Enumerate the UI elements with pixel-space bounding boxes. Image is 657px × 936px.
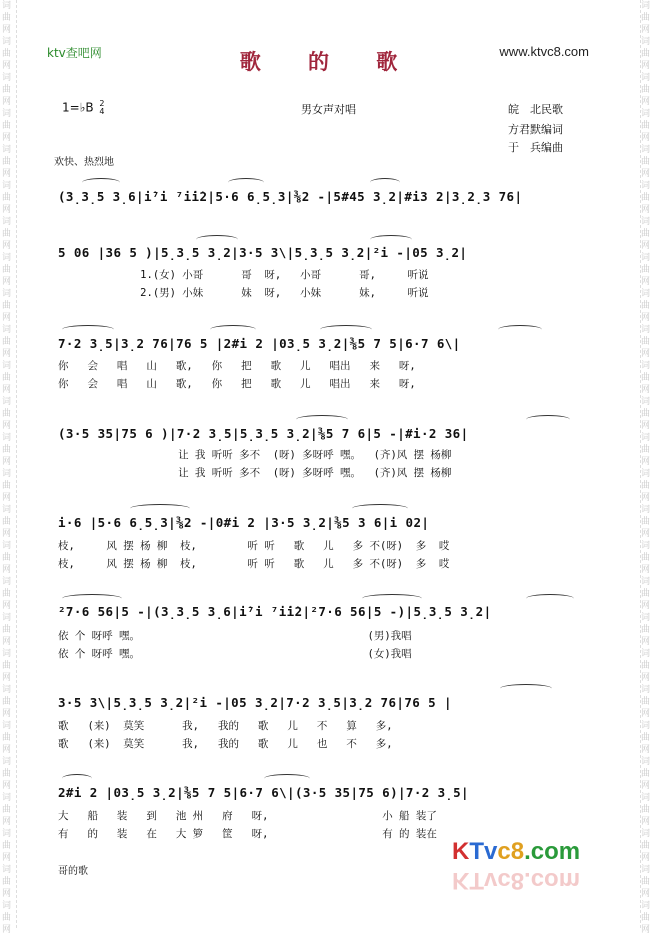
brand-label[interactable]: ktv查吧网: [47, 46, 102, 60]
lyric-row-8-verse-2: 有 的 装 在 大 箩 筐 呀, 有 的 装在: [58, 828, 437, 840]
slur-mark: [228, 178, 264, 187]
site-url[interactable]: www.ktvc8.com: [499, 44, 589, 59]
tempo-marking: 欢快、热烈地: [54, 157, 114, 168]
lyric-row-6-verse-1: 依 个 呀呼 嘿。 (男)我唱: [58, 630, 412, 642]
lyric-row-7-verse-1: 歌 (来) 莫笑 我, 我的 歌 儿 不 算 多,: [58, 720, 393, 732]
performance-form: 男女声对唱: [301, 103, 356, 116]
notes-row-3: 7·2 3̣5|3̣2 76|76 5 |2#i 2 |03̣5 3̣2|⅜5 7 5|6·7 6\|: [58, 336, 461, 351]
credit-origin: 皖 北民歌: [508, 103, 563, 116]
left-border-line: [16, 0, 18, 928]
notes-row-8: 2#i 2 |03̣5 3̣2|⅜5 7 5|6·7 6\|(3·5 35|75 6)|7·2 3̣5|: [58, 785, 469, 800]
lyric-row-3-verse-2: 你 会 唱 山 歌, 你 把 歌 儿 唱出 来 呀,: [58, 378, 416, 390]
lyric-row-7-verse-2: 歌 (来) 莫笑 我, 我的 歌 儿 也 不 多,: [58, 738, 393, 750]
slur-mark: [352, 504, 408, 513]
slur-mark: [62, 774, 92, 783]
slur-mark: [82, 178, 120, 187]
slur-mark: [130, 504, 190, 513]
right-watermark-column: 词曲网词曲网词曲网词曲网词曲网词曲网词曲网词曲网词曲网词曲网词曲网词曲网词曲网词曲网词曲网词曲网词曲网词曲网词曲网词曲网词曲网词曲网词曲网词曲网词曲网词曲网: [641, 1, 651, 935]
slur-mark: [296, 415, 348, 424]
lyric-row-4-verse-2: 让 我 听听 多不 (呀) 多呀呼 嘿。 (齐)风 摆 杨柳: [58, 467, 452, 479]
lyric-row-2-verse-2: 2.(男) 小妹 妹 呀, 小妹 妹, 听说: [58, 287, 429, 299]
slur-mark: [62, 325, 114, 334]
lyric-row-4-verse-1: 让 我 听听 多不 (呀) 多呀呼 嘿。 (齐)风 摆 杨柳: [58, 449, 452, 461]
notes-row-1: (3̣3̣5 3̣6|i̇⁷i ⁷i̇i̇2|5·6 6̣5̣3|⅜2 -|5#45 3̣2|#i3 2|3̣2̣3 76|: [58, 189, 523, 204]
slur-mark: [498, 325, 542, 334]
notes-row-7: 3·5 3\|5̣3̣5 3̣2|²i -|05 3̣2|7·2 3̣5|3̣2 76|76 5 |: [58, 695, 452, 710]
slur-mark: [320, 325, 372, 334]
lyric-row-2-verse-1: 1.(女) 小哥 哥 呀, 小哥 哥, 听说: [58, 269, 429, 281]
notes-row-2: 5 06 |36 5 )|5̣3̣5 3̣2|3·5 3\|5̣3̣5 3̣2|²i -|05 3̣2|: [58, 245, 468, 260]
time-top: 2: [99, 99, 105, 108]
lyric-row-3-verse-1: 你 会 唱 山 歌, 你 把 歌 儿 唱出 来 呀,: [58, 360, 416, 372]
credit-lyricist: 方君默编词: [508, 123, 563, 136]
footer-title: 哥的歌: [58, 866, 88, 877]
lyric-row-6-verse-2: 依 个 呀呼 嘿。 (女)我唱: [58, 648, 412, 660]
lyric-row-8-verse-1: 大 船 装 到 池 州 府 呀, 小 船 装了: [58, 810, 437, 822]
slur-mark: [370, 178, 400, 187]
left-watermark-column: 词曲网词曲网词曲网词曲网词曲网词曲网词曲网词曲网词曲网词曲网词曲网词曲网词曲网词曲网词曲网词曲网词曲网词曲网词曲网词曲网词曲网词曲网词曲网词曲网词曲网词曲网: [2, 1, 12, 935]
key-label: 1=♭B: [62, 100, 94, 115]
slur-mark: [210, 325, 256, 334]
credit-arranger: 于 兵编曲: [508, 141, 563, 154]
site-logo[interactable]: KTvc8.com: [452, 838, 581, 865]
slur-mark: [526, 594, 574, 603]
notes-row-5: i·6 |5·6 6̣5̣3|⅜2 -|0#i 2 |3·5 3̣2|⅜5 3 6|i 02|: [58, 515, 430, 530]
song-title: 歌 的 歌: [239, 49, 418, 74]
slur-mark: [196, 235, 238, 244]
site-logo-reflection: KTvc8.com: [452, 867, 581, 894]
slur-mark: [500, 684, 552, 693]
notes-row-4: (3·5 35|75 6 )|7·2 3̣5|5̣3̣5 3̣2|⅜5 7 6|5 -|#i·2 36|: [58, 426, 469, 441]
slur-mark: [62, 594, 122, 603]
slur-mark: [526, 415, 570, 424]
notes-row-6: ²7·6 56|5 -|(3̣3̣5 3̣6|i̇⁷i ⁷i̇i̇2|²7·6 56|5 -)|5̣3̣5 3̣2|: [58, 604, 492, 619]
time-bottom: 4: [99, 107, 105, 116]
slur-mark: [370, 235, 412, 244]
slur-mark: [264, 774, 310, 783]
slur-mark: [362, 594, 422, 603]
lyric-row-5-verse-1: 枝, 风 摆 杨 柳 枝, 听 听 歌 儿 多 不(呀) 多 哎: [58, 540, 450, 552]
lyric-row-5-verse-2: 枝, 风 摆 杨 柳 枝, 听 听 歌 儿 多 不(呀) 多 哎: [58, 558, 450, 570]
